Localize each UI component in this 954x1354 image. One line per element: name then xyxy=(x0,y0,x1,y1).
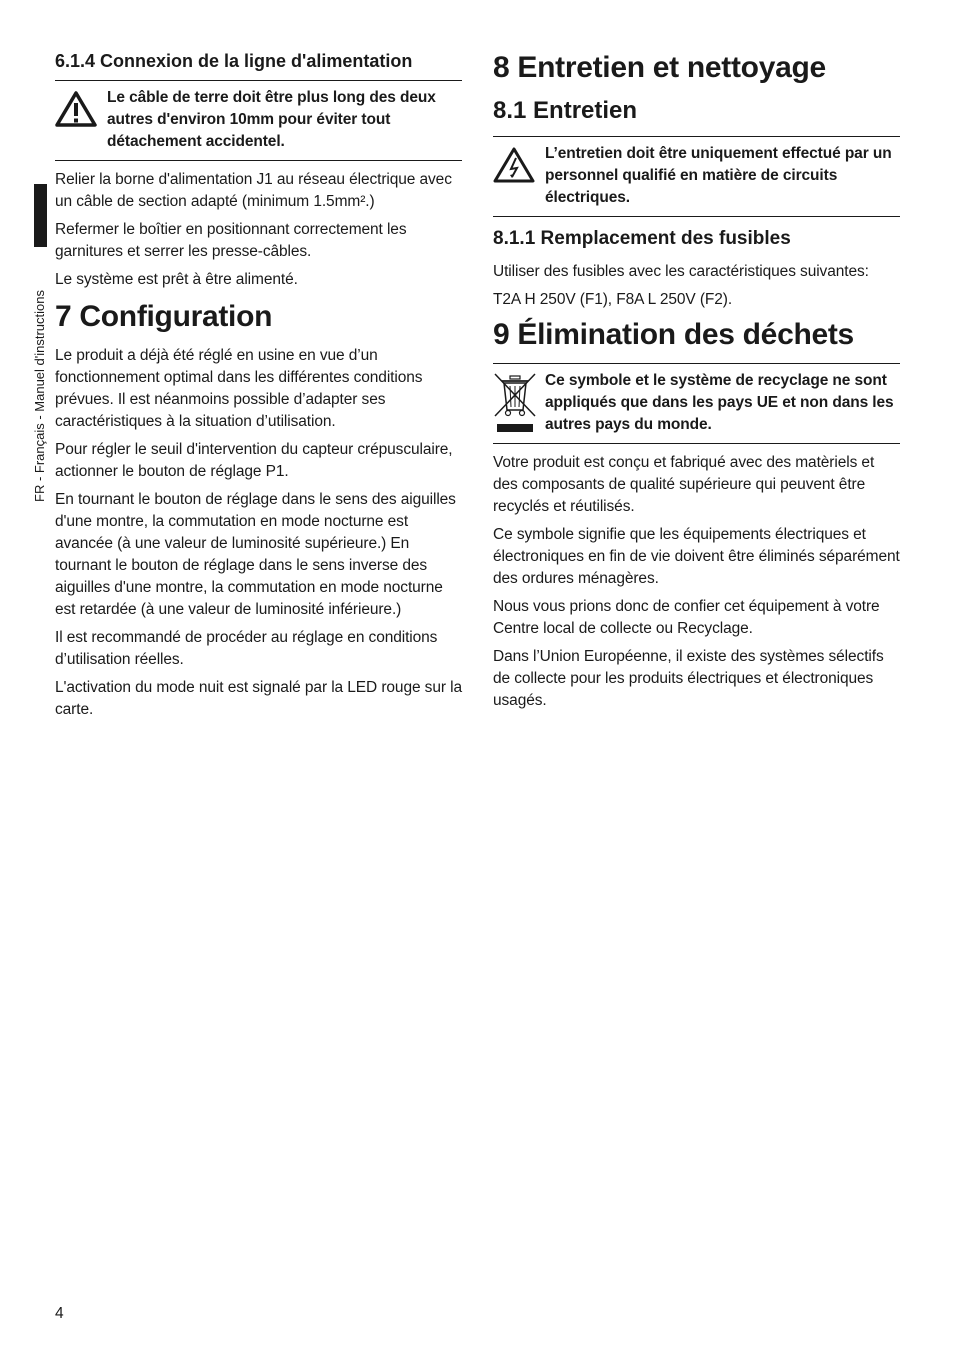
paragraph: Dans l’Union Européenne, il existe des systèmes sélectifs de collecte pour les produits électriques et électroniques usagés. xyxy=(493,648,884,709)
notice-recycling xyxy=(493,363,900,444)
notice-recycling-text: Ce symbole et le système de recyclage ne sont appliqués que dans les pays UE et non dans les autres pays du monde. xyxy=(545,372,894,433)
paragraph: Le produit a déjà été réglé en usine en vue d’un fonctionnement optimal dans les différentes conditions prévues. Il est néanmoins possible d’adapter ses caractéristiques à la situation d’utilisation. xyxy=(55,347,423,430)
right-column xyxy=(493,50,900,718)
paragraph: Ce symbole signifie que les équipements électriques et électroniques en fin de vie doivent être éliminés séparément des ordures ménagères. xyxy=(493,526,900,587)
section-8-1-1-title: 8.1.1 Remplacement des fusibles xyxy=(493,228,791,249)
paragraph: Utiliser des fusibles avec les caractéristiques suivantes: xyxy=(493,263,869,280)
page-number: 4 xyxy=(55,1305,64,1322)
warning-ground-cable xyxy=(55,80,462,161)
paragraph: Pour régler le seuil d'intervention du capteur crépusculaire, actionner le bouton de réglage P1. xyxy=(55,441,453,480)
warning-qualified-personnel-text: L’entretien doit être uniquement effectué par un personnel qualifié en matière de circuits électriques. xyxy=(545,145,892,206)
left-column xyxy=(55,50,462,727)
side-language-label: FR - Français - Manuel d'instructions xyxy=(32,290,47,502)
paragraph: T2A H 250V (F1), F8A L 250V (F2). xyxy=(493,291,733,308)
paragraph: Le système est prêt à être alimenté. xyxy=(55,271,298,288)
paragraph: Il est recommandé de procéder au réglage en conditions d’utilisation réelles. xyxy=(55,629,438,668)
paragraph: Votre produit est conçu et fabriqué avec des matèriels et des composants de qualité supérieure qui peuvent être recyclés et réutilisés. xyxy=(493,454,875,515)
warning-ground-cable-text: Le câble de terre doit être plus long des deux autres d'environ 10mm pour éviter tout détachement accidentel. xyxy=(107,89,436,150)
paragraph: L'activation du mode nuit est signalé par la LED rouge sur la carte. xyxy=(55,679,462,718)
electrical-hazard-icon xyxy=(493,143,545,183)
section-9-title: 9 Élimination des déchets xyxy=(493,318,854,351)
paragraph: Refermer le boîtier en positionnant correctement les garnitures et serrer les presse-câbles. xyxy=(55,221,407,260)
section-6-1-4-title: 6.1.4 Connexion de la ligne d'alimentation xyxy=(55,51,413,71)
warning-qualified-personnel xyxy=(493,136,900,217)
paragraph: Relier la borne d'alimentation J1 au réseau électrique avec un câble de section adapté (minimum 1.5mm².) xyxy=(55,171,452,210)
side-tab-marker xyxy=(34,184,47,247)
paragraph: En tournant le bouton de réglage dans le sens des aiguilles d'une montre, la commutation en mode nocturne est avancée (à une valeur de luminosité supérieure.) En tournant le bouton de réglage dans le sens inverse des aiguilles d'une montre, la commutation en mode nocturne est retardée (à une valeur de luminosité inférieure.) xyxy=(55,491,456,618)
section-7-title: 7 Configuration xyxy=(55,300,273,333)
section-8-title: 8 Entretien et nettoyage xyxy=(493,51,826,84)
warning-triangle-icon xyxy=(55,87,107,127)
paragraph: Nous vous prions donc de confier cet équipement à votre Centre local de collecte ou Recyclage. xyxy=(493,598,880,637)
section-8-1-title: 8.1 Entretien xyxy=(493,97,638,124)
weee-crossed-bin-icon xyxy=(493,370,545,434)
